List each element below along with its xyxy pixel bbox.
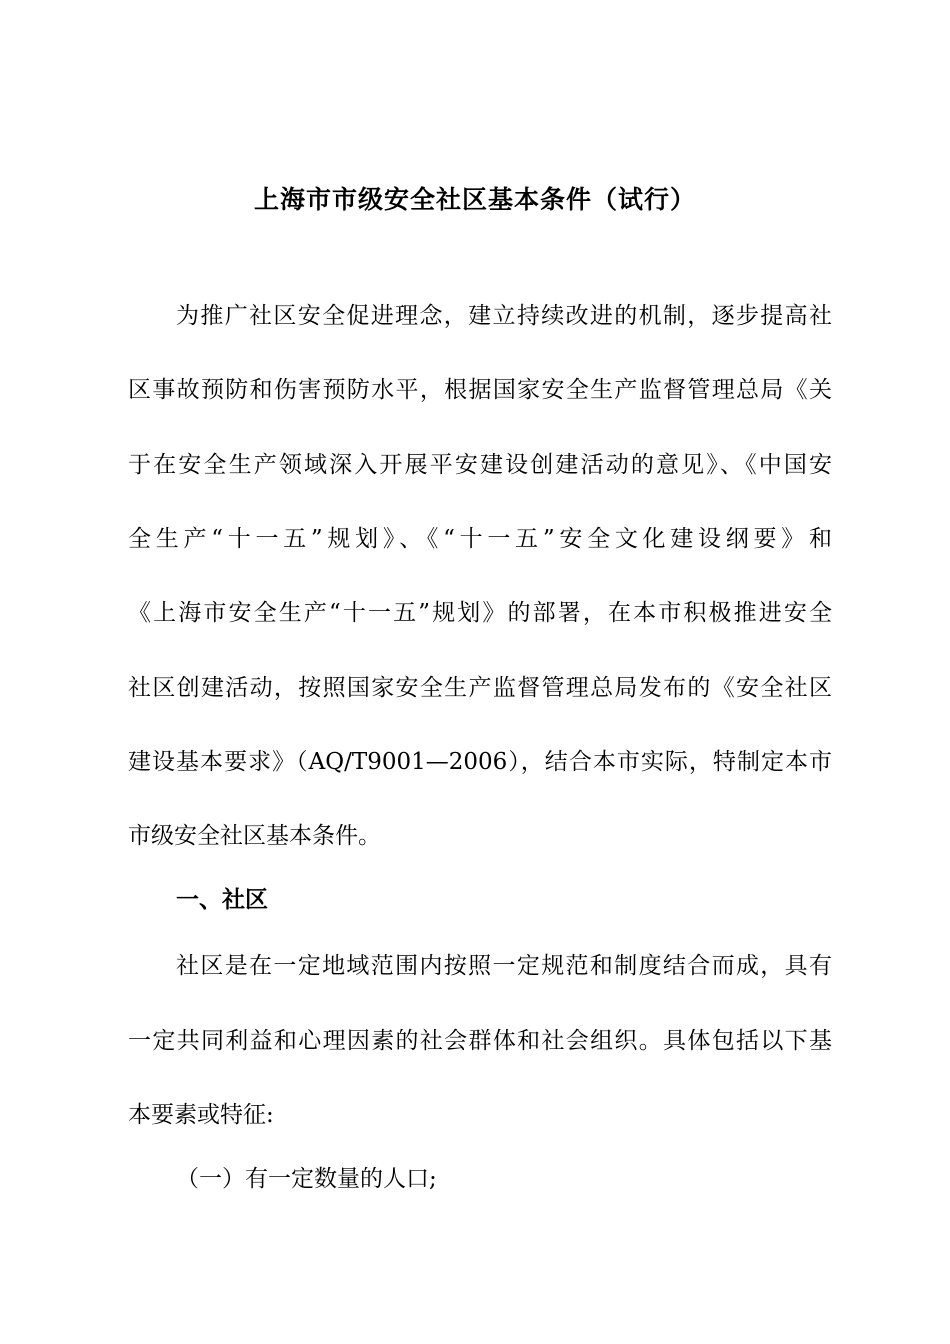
section1-line-3: 本要素或特征: (128, 1102, 274, 1128)
section1-line-1: 社区是在一定地域范围内按照一定规范和制度结合而成，具有 (176, 953, 832, 979)
document-title: 上海市市级安全社区基本条件（试行） (253, 185, 696, 214)
intro-line-7: 建设基本要求》（AQ/T9001—2006），结合本市实际，特制定本市 (128, 749, 832, 775)
intro-line-4: 全生产“十一五”规划》、《“十一五”安全文化建设纲要》和 (128, 526, 832, 552)
intro-line-2: 区事故预防和伤害预防水平，根据国家安全生产监督管理总局《关 (128, 377, 832, 403)
intro-line-6: 社区创建活动，按照国家安全生产监督管理总局发布的《安全社区 (128, 675, 832, 701)
section1-line-2: 一定共同利益和心理因素的社会群体和社会组织。具体包括以下基 (128, 1028, 832, 1054)
section-heading-community: 一、社区 (176, 887, 268, 913)
intro-line-8: 市级安全社区基本条件。 (128, 823, 381, 849)
intro-line-5: 《上海市安全生产“十一五”规划》的部署，在本市积极推进安全 (128, 600, 832, 626)
intro-line-3: 于在安全生产领域深入开展平安建设创建活动的意见》、《中国安 (128, 452, 832, 478)
intro-line-1: 为推广社区安全促进理念，建立持续改进的机制，逐步提高社 (176, 303, 832, 329)
list-item-1: （一）有一定数量的人口; (176, 1166, 437, 1192)
